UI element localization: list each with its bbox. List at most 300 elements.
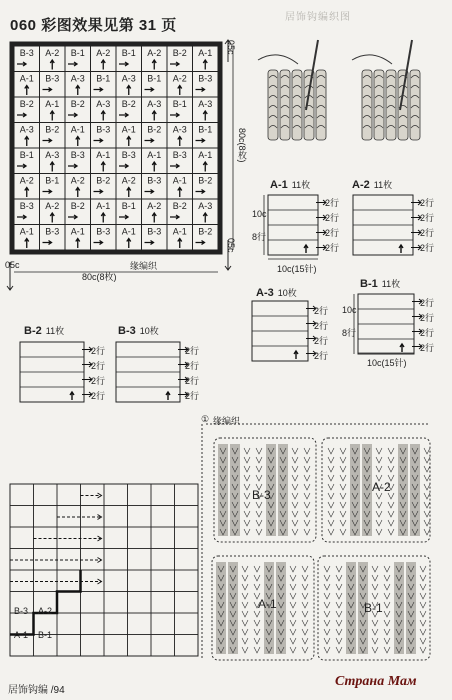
assembly-cell xyxy=(128,506,152,528)
direction-arrow-up xyxy=(25,239,29,249)
direction-arrow-right xyxy=(170,113,179,117)
grid-cell-label: A-2 xyxy=(19,175,34,186)
swatch-column xyxy=(362,70,372,140)
stitch-symbol-icon xyxy=(292,511,298,517)
stitch-symbol-icon xyxy=(290,593,296,599)
direction-arrow-right xyxy=(94,241,103,245)
grid-cell-label: A-1 xyxy=(147,150,162,160)
direction-arrow-right xyxy=(43,190,52,194)
stitch-symbol-icon xyxy=(328,484,334,490)
stitch-symbol-icon xyxy=(424,511,430,517)
block-a2-row: 2行 xyxy=(420,243,435,253)
stitch-symbol-icon xyxy=(302,620,308,626)
assembly-cell xyxy=(104,635,128,657)
grid-cell-label: A-1 xyxy=(198,48,213,58)
assembly-cell xyxy=(34,484,58,506)
page-title: 060 彩图效果见第 31 页 xyxy=(10,17,177,34)
assembly-cell xyxy=(128,549,152,571)
stitch-symbol-icon xyxy=(328,475,334,481)
stitch-symbol-icon xyxy=(242,566,248,572)
grid-cell-label: B-1 xyxy=(172,99,187,109)
stitch-symbol-icon xyxy=(244,448,250,454)
direction-arrow-up xyxy=(127,86,131,96)
assembly-cell xyxy=(175,613,199,635)
grid-cell-label: B-1 xyxy=(121,48,136,58)
grid-cell-label: A-2 xyxy=(172,73,187,84)
grid-cell-label: B-2 xyxy=(45,124,60,135)
assembly-cell xyxy=(57,613,81,635)
grid-cell-label: A-1 xyxy=(19,73,34,84)
block-a2-row: 2行 xyxy=(420,198,435,208)
direction-arrow-right xyxy=(94,139,103,143)
direction-arrow-up xyxy=(178,86,182,96)
stitch-symbol-icon xyxy=(290,611,296,617)
stitch-symbol-icon xyxy=(292,448,298,454)
stitch-symbol-icon xyxy=(388,511,394,517)
grid-cell-label: A-3 xyxy=(96,99,111,109)
margin-bottom-label: 05c xyxy=(226,238,236,253)
stitch-symbol-icon xyxy=(324,575,330,581)
assembly-cell xyxy=(128,592,152,614)
assembly-cell xyxy=(81,613,105,635)
assembly-cell xyxy=(175,592,199,614)
stitch-symbol-icon xyxy=(302,593,308,599)
stitch-symbol-icon xyxy=(372,593,378,599)
stitch-symbol-icon xyxy=(292,502,298,508)
stitch-symbol-icon xyxy=(256,475,262,481)
assembly-cell xyxy=(175,570,199,592)
grid-cell-label: A-2 xyxy=(147,48,162,58)
assembly-cell xyxy=(104,549,128,571)
direction-arrow-right xyxy=(17,215,26,219)
assembly-cell xyxy=(128,570,152,592)
stitch-symbol-icon xyxy=(290,584,296,590)
assembly-cell xyxy=(10,570,34,592)
assembly-cell xyxy=(10,527,34,549)
stitch-symbol-icon xyxy=(242,638,248,644)
direction-arrow-right xyxy=(170,215,179,219)
assembly-cell xyxy=(151,527,175,549)
stitch-symbol-icon xyxy=(244,529,250,535)
stitch-symbol-icon xyxy=(388,466,394,472)
stitch-symbol-icon xyxy=(242,584,248,590)
stitch-symbol-icon xyxy=(340,475,346,481)
assembly-cell xyxy=(151,484,175,506)
assembly-label-b1: B-1 xyxy=(38,630,53,640)
block-b3-row: 2行 xyxy=(185,391,200,401)
assembly-cell xyxy=(10,506,34,528)
stitch-symbol-icon xyxy=(340,511,346,517)
stitch-symbol-icon xyxy=(304,475,310,481)
stitch-symbol-icon xyxy=(302,575,308,581)
stitch-symbol-icon xyxy=(242,620,248,626)
stitch-symbol-icon xyxy=(324,584,330,590)
grid-cell-label: A-1 xyxy=(96,201,111,211)
assembly-cell xyxy=(151,635,175,657)
stitch-symbol-icon xyxy=(304,520,310,526)
grid-cell-label: B-3 xyxy=(19,48,34,58)
block-a3-row: 2行 xyxy=(314,336,329,346)
stitch-symbol-icon xyxy=(340,484,346,490)
grid-cell-label: A-1 xyxy=(19,226,34,237)
assembly-cell xyxy=(34,527,58,549)
assembly-label-a1: A-1 xyxy=(14,630,29,640)
stitch-symbol-icon xyxy=(336,575,342,581)
assembly-cell xyxy=(57,592,81,614)
grid-cell-label: B-3 xyxy=(19,201,34,211)
stitch-symbol-icon xyxy=(254,620,260,626)
assembly-cell xyxy=(10,484,34,506)
chart-step-mark: ① xyxy=(201,414,210,424)
stitch-symbol-icon xyxy=(376,457,382,463)
direction-arrow-right xyxy=(145,190,154,194)
stitch-symbol-icon xyxy=(336,584,342,590)
grid-cell-label: A-3 xyxy=(198,99,213,109)
direction-arrow-up xyxy=(127,188,131,198)
direction-arrow-up xyxy=(76,86,80,96)
swatch-column xyxy=(374,70,384,140)
stitch-symbol-icon xyxy=(244,484,250,490)
direction-arrow-up xyxy=(76,188,80,198)
stitch-symbol-icon xyxy=(384,602,390,608)
direction-arrow-up xyxy=(203,162,207,172)
width-label: 80c(8枚) xyxy=(82,272,117,282)
grid-cell-label: B-1 xyxy=(96,73,111,84)
grid-cell-label: A-1 xyxy=(121,124,136,135)
stitch-symbol-icon xyxy=(336,629,342,635)
stitch-symbol-icon xyxy=(384,566,390,572)
hook-illustration-left xyxy=(258,40,326,140)
grid-cell-label: A-2 xyxy=(147,201,162,211)
stitch-symbol-icon xyxy=(290,602,296,608)
stitch-symbol-icon xyxy=(372,584,378,590)
assembly-cell xyxy=(104,527,128,549)
stitch-symbol-icon xyxy=(328,529,334,535)
stitch-symbol-icon xyxy=(372,638,378,644)
stitch-symbol-icon xyxy=(254,638,260,644)
assembly-cell xyxy=(128,484,152,506)
block-b1-row: 2行 xyxy=(420,328,435,338)
stitch-symbol-icon xyxy=(244,520,250,526)
stitch-symbol-icon xyxy=(340,502,346,508)
block-b1-row: 2行 xyxy=(420,298,435,308)
stitch-symbol-icon xyxy=(340,493,346,499)
stitch-symbol-icon xyxy=(336,611,342,617)
grid-cell-label: B-3 xyxy=(45,73,60,84)
stitch-symbol-icon xyxy=(292,493,298,499)
stitch-symbol-icon xyxy=(290,566,296,572)
direction-arrow-right xyxy=(43,139,52,143)
assembly-cell xyxy=(104,592,128,614)
direction-arrow-up xyxy=(25,137,29,147)
stitch-symbol-icon xyxy=(324,620,330,626)
stitch-symbol-icon xyxy=(384,611,390,617)
direction-arrow-up xyxy=(152,213,156,223)
direction-arrow-up xyxy=(178,239,182,249)
stitch-symbol-icon xyxy=(302,566,308,572)
stitch-symbol-icon xyxy=(242,647,248,653)
stitch-symbol-icon xyxy=(244,457,250,463)
swatch-column xyxy=(280,70,290,140)
start-arrow-up xyxy=(166,392,170,400)
direction-arrow-up xyxy=(152,111,156,121)
stitch-symbol-icon xyxy=(372,575,378,581)
assembly-cell xyxy=(128,527,152,549)
stitch-symbol-icon xyxy=(420,638,426,644)
stitch-symbol-icon xyxy=(256,466,262,472)
direction-arrow-right xyxy=(94,190,103,194)
assembly-cell xyxy=(81,635,105,657)
grid-cell-label: B-2 xyxy=(198,175,213,186)
stitch-symbol-icon xyxy=(256,448,262,454)
watermark: Страна Мам xyxy=(335,674,417,689)
stitch-symbol-icon xyxy=(328,502,334,508)
direction-arrow-up xyxy=(50,60,54,70)
block-a3-row: 2行 xyxy=(314,306,329,316)
stitch-symbol-icon xyxy=(244,502,250,508)
stitch-symbol-icon xyxy=(254,611,260,617)
grid-cell-label: B-2 xyxy=(198,226,213,237)
stitch-symbol-icon xyxy=(302,584,308,590)
assembly-cell xyxy=(128,613,152,635)
stitch-symbol-icon xyxy=(420,647,426,653)
assembly-cell xyxy=(57,635,81,657)
direction-arrow-right xyxy=(119,113,128,117)
stitch-symbol-icon xyxy=(340,448,346,454)
margin-left-label: 05c xyxy=(5,260,20,270)
stitch-symbol-icon xyxy=(372,647,378,653)
direction-arrow-right xyxy=(170,62,179,66)
stitch-symbol-icon xyxy=(254,647,260,653)
stitch-symbol-icon xyxy=(242,575,248,581)
direction-arrow-up xyxy=(25,188,29,198)
grid-cell-label: A-2 xyxy=(96,48,111,58)
grid-cell-label: A-3 xyxy=(19,124,34,135)
stitch-symbol-icon xyxy=(328,493,334,499)
assembly-cell xyxy=(34,570,58,592)
grid-cell-label: A-3 xyxy=(147,99,162,109)
stitch-symbol-icon xyxy=(340,529,346,535)
direction-arrow-up xyxy=(127,137,131,147)
chart-label-a1: A-1 xyxy=(258,597,277,611)
grid-cell-label: A-1 xyxy=(96,150,111,160)
stitch-symbol-icon xyxy=(372,620,378,626)
assembly-cell xyxy=(104,506,128,528)
block-b2-label: B-2 11枚 xyxy=(24,325,65,337)
page-footer: 居饰钩编 /94 xyxy=(8,685,65,696)
assembly-cell xyxy=(57,549,81,571)
assembly-cell xyxy=(34,549,58,571)
stitch-symbol-icon xyxy=(420,566,426,572)
chart-label-b1: B-1 xyxy=(364,601,383,615)
direction-arrow-right xyxy=(170,164,179,168)
assembly-cell xyxy=(128,635,152,657)
assembly-label-b3: B-3 xyxy=(14,606,29,616)
stitch-symbol-icon xyxy=(292,484,298,490)
start-arrow-up xyxy=(399,245,403,253)
assembly-cell xyxy=(57,527,81,549)
direction-arrow-right xyxy=(43,88,52,92)
direction-arrow-right xyxy=(145,88,154,92)
arrow-head-icon xyxy=(98,579,102,584)
stitch-symbol-icon xyxy=(420,584,426,590)
stitch-symbol-icon xyxy=(324,629,330,635)
stitch-symbol-icon xyxy=(372,629,378,635)
stitch-symbol-icon xyxy=(424,475,430,481)
direction-arrow-up xyxy=(152,162,156,172)
grid-cell-label: B-3 xyxy=(172,150,187,160)
grid-cell-label: B-3 xyxy=(70,150,85,160)
block-a1-row: 2行 xyxy=(325,243,340,253)
grid-cell-label: A-3 xyxy=(121,73,136,84)
assembly-join-path xyxy=(10,570,81,635)
grid-cell-label: A-1 xyxy=(172,226,187,237)
direction-arrow-up xyxy=(101,162,105,172)
stitch-symbol-icon xyxy=(420,575,426,581)
block-b2-row: 2行 xyxy=(91,361,106,371)
stitch-symbol-icon xyxy=(254,629,260,635)
block-a1-row: 2行 xyxy=(325,213,340,223)
grid-cell-label: B-1 xyxy=(147,73,162,84)
stitch-symbol-icon xyxy=(420,602,426,608)
grid-cell-label: A-2 xyxy=(45,48,60,58)
grid-cell-label: A-3 xyxy=(70,73,85,84)
stitch-symbol-icon xyxy=(420,620,426,626)
stitch-symbol-icon xyxy=(424,502,430,508)
stitch-symbol-icon xyxy=(384,593,390,599)
direction-arrow-right xyxy=(145,139,154,143)
direction-arrow-right xyxy=(119,164,128,168)
assembly-cell xyxy=(104,570,128,592)
block-b2-row: 2行 xyxy=(91,346,106,356)
stitch-symbol-icon xyxy=(340,466,346,472)
grid-cell-label: A-2 xyxy=(45,201,60,211)
stitch-symbol-icon xyxy=(302,611,308,617)
stitch-symbol-icon xyxy=(244,475,250,481)
direction-arrow-up xyxy=(101,213,105,223)
block-b3-label: B-3 10枚 xyxy=(118,325,159,337)
stitch-symbol-icon xyxy=(328,511,334,517)
stitch-symbol-icon xyxy=(420,629,426,635)
direction-arrow-up xyxy=(203,60,207,70)
grid-cell-label: B-3 xyxy=(45,226,60,237)
swatch-column xyxy=(268,70,278,140)
swatch-column xyxy=(386,70,396,140)
stitch-symbol-icon xyxy=(384,638,390,644)
stitch-symbol-icon xyxy=(324,593,330,599)
stitch-symbol-icon xyxy=(244,493,250,499)
block-b1-rows-total: 8行 xyxy=(342,328,357,338)
direction-arrow-right xyxy=(68,164,77,168)
grid-cell-label: A-1 xyxy=(70,226,85,237)
direction-arrow-right xyxy=(68,113,77,117)
grid-cell-label: B-3 xyxy=(147,175,162,186)
assembly-cell xyxy=(151,506,175,528)
start-arrow-up xyxy=(304,245,308,253)
direction-arrow-up xyxy=(25,86,29,96)
block-a1-width: 10c(15针) xyxy=(277,264,317,274)
stitch-symbol-icon xyxy=(424,466,430,472)
direction-arrow-right xyxy=(68,215,77,219)
grid-cell-label: A-2 xyxy=(121,175,136,186)
direction-arrow-up xyxy=(50,213,54,223)
stitch-symbol-icon xyxy=(290,647,296,653)
block-b3-row: 2行 xyxy=(185,346,200,356)
stitch-symbol-icon xyxy=(302,647,308,653)
assembly-cell xyxy=(175,484,199,506)
stitch-symbol-icon xyxy=(292,457,298,463)
stitch-symbol-icon xyxy=(328,520,334,526)
stitch-symbol-icon xyxy=(328,466,334,472)
assembly-cell xyxy=(151,570,175,592)
stitch-symbol-icon xyxy=(336,566,342,572)
stitch-symbol-icon xyxy=(244,511,250,517)
block-a1-rows-total: 8行 xyxy=(252,232,267,242)
grid-cell-label: B-3 xyxy=(198,73,213,84)
direction-arrow-up xyxy=(76,137,80,147)
grid-cell-label: B-1 xyxy=(198,124,213,135)
stitch-symbol-icon xyxy=(304,457,310,463)
chart-label-a2: A-2 xyxy=(372,480,391,494)
stitch-symbol-icon xyxy=(372,566,378,572)
stitch-symbol-icon xyxy=(290,620,296,626)
grid-cell-label: B-2 xyxy=(70,201,85,211)
block-b1-row: 2行 xyxy=(420,313,435,323)
stitch-symbol-icon xyxy=(336,593,342,599)
stitch-symbol-icon xyxy=(254,584,260,590)
grid-cell-label: B-3 xyxy=(96,226,111,237)
grid-cell-label: A-1 xyxy=(198,150,213,160)
direction-arrow-right xyxy=(17,164,26,168)
block-a2-label: A-2 11枚 xyxy=(352,179,393,191)
block-b3-row: 2行 xyxy=(185,361,200,371)
border-label: 缘编织 xyxy=(130,261,158,271)
grid-cell-label: B-1 xyxy=(19,150,34,160)
stitch-symbol-icon xyxy=(376,466,382,472)
stitch-symbol-icon xyxy=(424,448,430,454)
direction-arrow-up xyxy=(127,239,131,249)
bleed-through-text: 居饰钩编织图 xyxy=(285,12,351,23)
stitch-symbol-icon xyxy=(324,566,330,572)
stitch-symbol-icon xyxy=(336,647,342,653)
stitch-symbol-icon xyxy=(304,484,310,490)
direction-arrow-up xyxy=(203,213,207,223)
stitch-symbol-icon xyxy=(302,602,308,608)
assembly-cell xyxy=(81,592,105,614)
grid-cell-label: A-1 xyxy=(121,226,136,237)
stitch-symbol-icon xyxy=(292,529,298,535)
swatch-column xyxy=(410,70,420,140)
block-a3-label: A-3 10枚 xyxy=(256,287,297,299)
swatch-column xyxy=(304,70,314,140)
direction-arrow-right xyxy=(17,113,26,117)
assembly-cell xyxy=(151,549,175,571)
swatch-column xyxy=(292,70,302,140)
assembly-label-a2: A-2 xyxy=(38,606,53,616)
grid-cell-label: A-1 xyxy=(70,124,85,135)
chart-edge-label: 缘编织 xyxy=(213,416,241,426)
stitch-symbol-icon xyxy=(376,529,382,535)
stitch-symbol-icon xyxy=(424,493,430,499)
stitch-symbol-icon xyxy=(292,475,298,481)
block-a1-row: 2行 xyxy=(325,198,340,208)
stitch-symbol-icon xyxy=(336,620,342,626)
stitch-symbol-icon xyxy=(336,638,342,644)
stitch-symbol-icon xyxy=(242,629,248,635)
direction-arrow-up xyxy=(101,60,105,70)
assembly-cell xyxy=(175,549,199,571)
grid-cell-label: B-3 xyxy=(121,150,136,160)
